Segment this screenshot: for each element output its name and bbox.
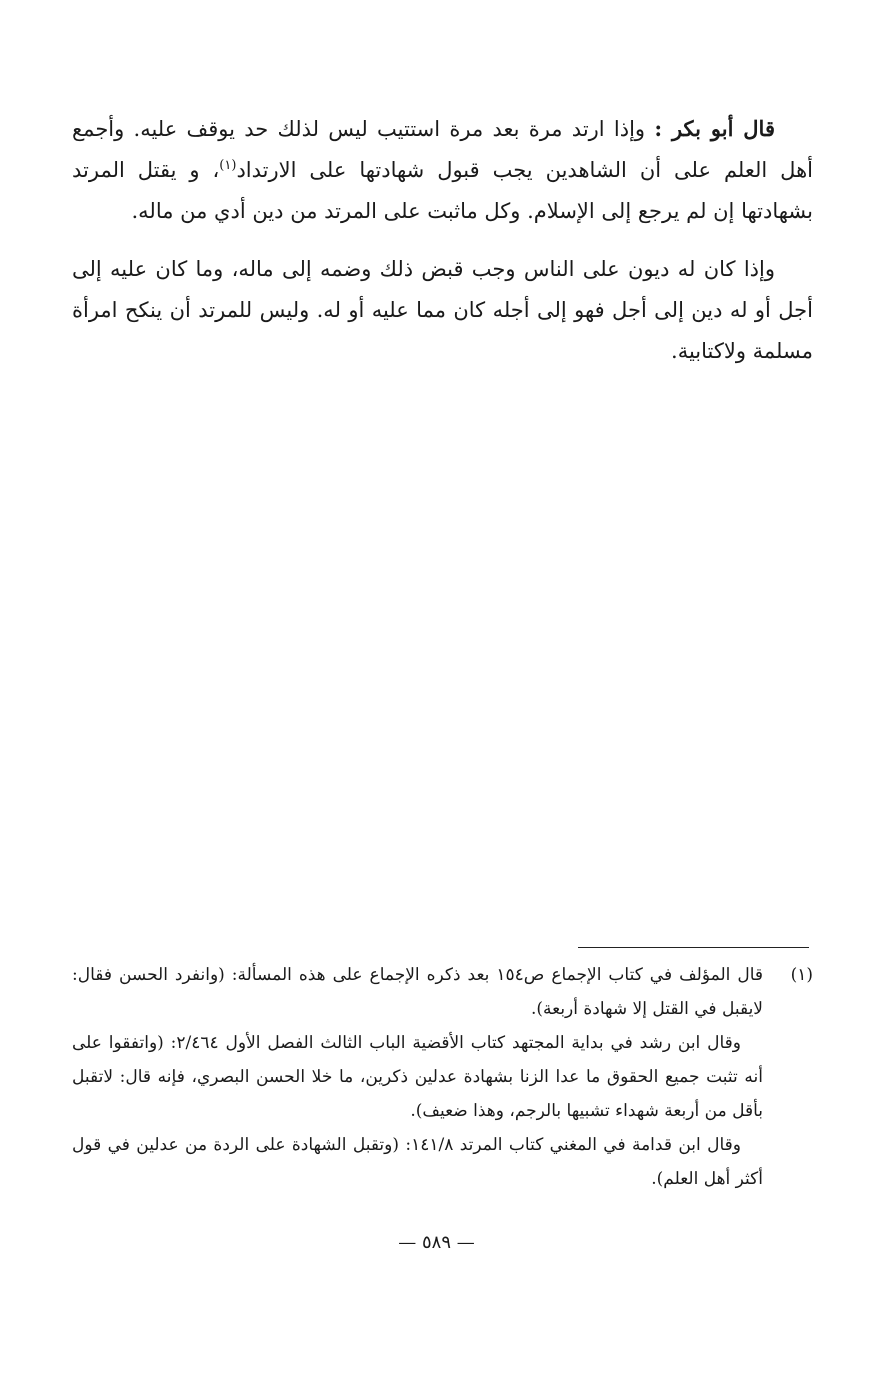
footnote-separator: [578, 947, 809, 948]
footnote-text: وقال ابن قدامة في المغني كتاب المرتد ١٤١/٨: (وتقبل الشهادة على الردة من عدلين في قول أكثر أهل العلم).: [72, 1135, 763, 1189]
footnote: [72, 958, 813, 1196]
paragraph-1-text: وإذا ارتد مرة بعد مرة استتيب ليس لذلك حد يوقف عليه. وأجمع أهل العلم على أن الشاهدين يجب قبول شهادتها على الارتداد: [72, 117, 813, 182]
paragraph-2-text: وإذا كان له ديون على الناس وجب قبض ذلك وضمه إلى ماله، وما كان عليه إلى أجل أو له دين إلى أجل فهو إلى أجله كان مما عليه أو له. وليس للمرتد أن ينكح امرأة مسلمة ولاكتابية.: [72, 257, 813, 363]
footnote-text: قال المؤلف في كتاب الإجماع ص١٥٤ بعد ذكره الإجماع على هذه المسألة: (وانفرد الحسن فقال: لايقبل في القتل إلا شهادة أربعة).: [72, 965, 763, 1019]
footnote-number: (١): [790, 965, 813, 985]
footnote-paragraph: [72, 958, 763, 1026]
main-text: [72, 108, 813, 372]
footnote-text: وقال ابن رشد في بداية المجتهد كتاب الأقضية الباب الثالث الفصل الأول ٢/٤٦٤: (واتفقوا على أنه تثبت جميع الحقوق ما عدا الزنا بشهادة عدلين ذكرين، ما خلا الحسن البصري، فإنه قال: لاتقبل بأقل من أربعة شهداء تشبيها بالرجم، وهذا ضعيف).: [72, 1033, 763, 1121]
paragraph-1: [72, 108, 813, 232]
speaker-lead: قال أبو بكر :: [654, 116, 775, 141]
footnote-paragraph: [72, 1128, 763, 1196]
footnote-body: [72, 958, 763, 1196]
paragraph-1-continuation: ، و يقتل المرتد بشهادتها إن لم يرجع إلى الإسلام. وكل ماثبت على المرتد من دين أدي من ماله.: [72, 158, 813, 223]
footnote-reference[interactable]: (١): [219, 158, 237, 173]
footnote-paragraph: [72, 1026, 763, 1128]
footnotes: [72, 958, 813, 1196]
paragraph-2: [72, 249, 813, 372]
page-number: — ٥٨٩ —: [398, 1232, 475, 1253]
